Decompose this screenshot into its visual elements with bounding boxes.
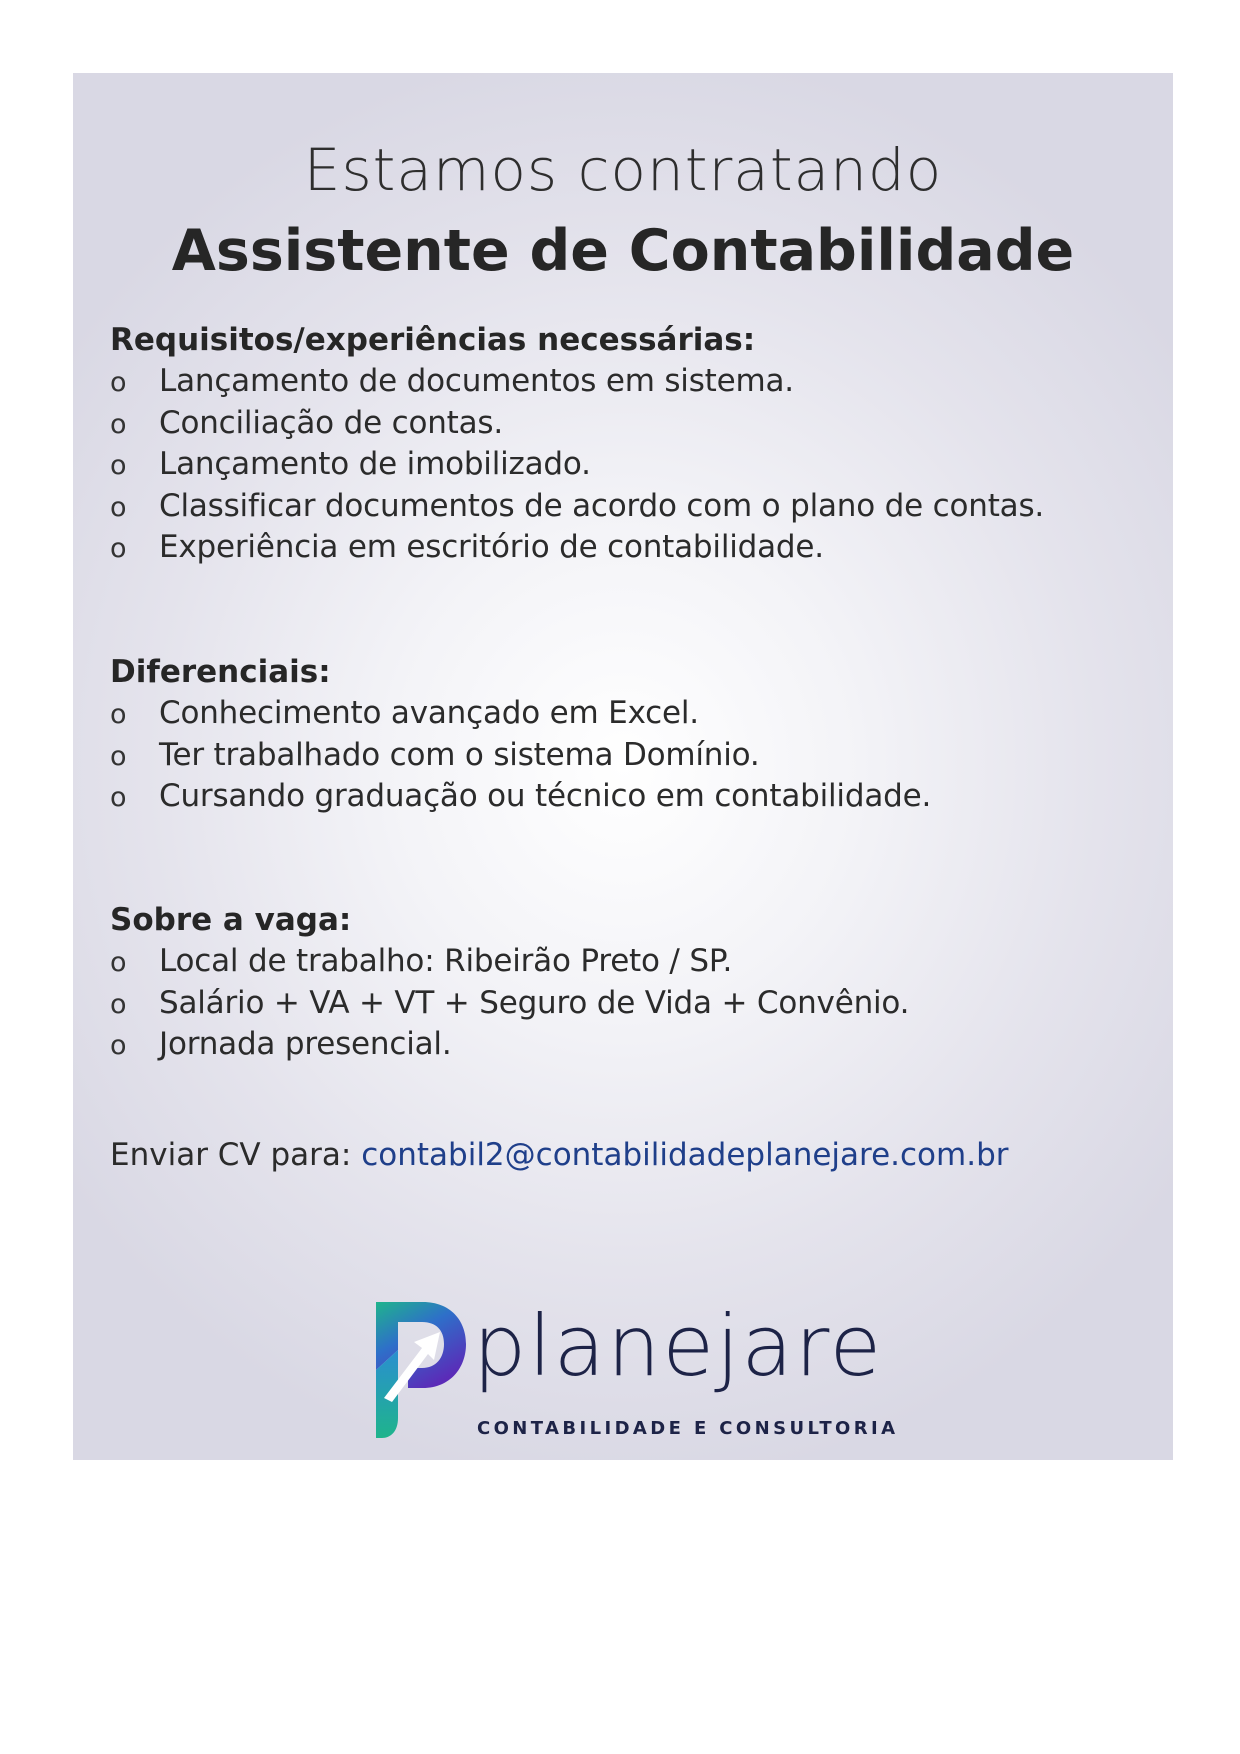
differentials-section <box>110 652 1160 818</box>
differentials-heading: Diferenciais: <box>110 654 331 690</box>
list-item-text: Lançamento de imobilizado. <box>159 446 591 482</box>
list-item <box>110 527 1160 569</box>
list-item-text: Conciliação de contas. <box>159 404 504 441</box>
bullet-icon: o <box>110 740 127 772</box>
requirements-section <box>110 320 1160 569</box>
list-item-text: Local de trabalho: Ribeirão Preto / SP. <box>159 943 733 979</box>
logo-tagline: CONTABILIDADE E CONSULTORIA <box>477 1418 899 1439</box>
hiring-eyebrow: Estamos contratando <box>303 136 943 204</box>
contact-line <box>110 1135 1009 1176</box>
email-link[interactable]: contabil2@contabilidadeplanejare.com.br <box>361 1137 1009 1173</box>
list-item <box>110 735 1160 777</box>
contact-label: Enviar CV para: <box>110 1137 362 1173</box>
bullet-icon: o <box>110 533 127 564</box>
bullet-icon: o <box>110 699 127 730</box>
list-item-text: Conhecimento avançado em Excel. <box>159 695 699 731</box>
list-item-text: Experiência em escritório de contabilidade. <box>159 529 824 565</box>
list-item <box>110 776 1160 818</box>
planejare-logo <box>368 1297 899 1448</box>
bullet-icon: o <box>110 367 127 398</box>
job-posting-card <box>73 73 1173 1460</box>
bullet-icon: o <box>110 947 127 978</box>
bullet-icon: o <box>110 782 127 813</box>
job-title: Assistente de Contabilidade <box>171 218 1075 284</box>
list-item <box>110 693 1160 735</box>
list-item <box>110 486 1160 528</box>
list-item <box>110 1024 1160 1066</box>
planejare-p-arrow-icon <box>368 1298 468 1440</box>
list-item <box>110 403 1160 445</box>
list-item <box>110 444 1160 486</box>
list-item-text: Classificar documentos de acordo com o plano de contas. <box>159 487 1045 524</box>
list-item <box>110 983 1160 1025</box>
about-heading: Sobre a vaga: <box>110 902 352 938</box>
bullet-icon: o <box>110 491 127 523</box>
requirements-heading: Requisitos/experiências necessárias: <box>110 322 756 358</box>
list-item-text: Lançamento de documentos em sistema. <box>159 363 794 399</box>
list-item <box>110 941 1160 983</box>
list-item <box>110 361 1160 403</box>
list-item-text: Jornada presencial. <box>159 1026 452 1062</box>
about-section <box>110 900 1160 1066</box>
bullet-icon: o <box>110 450 127 481</box>
list-item-text: Cursando graduação ou técnico em contabilidade. <box>159 778 932 814</box>
bullet-icon: o <box>110 1030 127 1061</box>
bullet-icon: o <box>110 988 127 1020</box>
list-item-text: Salário + VA + VT + Seguro de Vida + Convênio. <box>159 984 910 1021</box>
bullet-icon: o <box>110 408 127 440</box>
list-item-text: Ter trabalhado com o sistema Domínio. <box>159 736 760 773</box>
logo-wordmark: planejare <box>473 1297 884 1395</box>
